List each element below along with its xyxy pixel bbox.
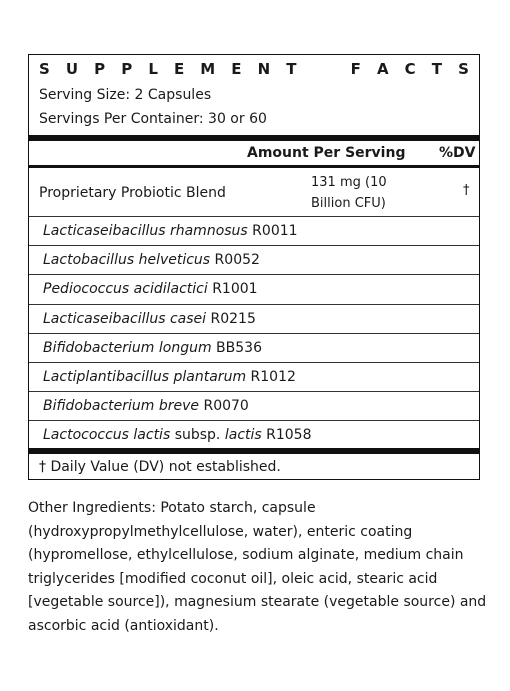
bottom-thick-divider xyxy=(29,448,479,454)
strain-row xyxy=(43,311,256,327)
title-gap xyxy=(313,60,335,78)
supplement-facts-panel xyxy=(28,54,480,480)
title-letter: E xyxy=(231,60,242,78)
title-letter: U xyxy=(65,60,79,78)
title-letter: A xyxy=(376,60,389,78)
title-letter: C xyxy=(404,60,416,78)
title-letter: L xyxy=(148,60,158,78)
column-header-row xyxy=(29,141,479,167)
row-divider xyxy=(29,362,479,363)
title-letter: P xyxy=(121,60,133,78)
strain-row xyxy=(43,340,262,356)
strain-species: Bifidobacterium breve xyxy=(43,398,200,415)
title-letter: T xyxy=(286,60,297,78)
row-divider xyxy=(29,274,479,275)
strain-code: R0052 xyxy=(210,252,260,269)
title-letter: T xyxy=(431,60,442,78)
blend-dv: † xyxy=(463,183,470,198)
title-letter: P xyxy=(94,60,106,78)
strain-code: R1058 xyxy=(261,427,312,444)
title-letter: M xyxy=(200,60,216,78)
strain-species: Lactobacillus helveticus xyxy=(43,252,211,269)
strain-species: Lacticaseibacillus rhamnosus xyxy=(43,223,248,239)
row-divider xyxy=(29,333,479,334)
blend-row xyxy=(29,171,479,216)
strain-code: R0070 xyxy=(199,398,249,415)
title-letter: S xyxy=(458,60,469,78)
title-letter: N xyxy=(257,60,271,78)
servings-per-container: Servings Per Container: 30 or 60 xyxy=(39,111,267,127)
strain-code: R1001 xyxy=(207,281,258,298)
panel-header xyxy=(29,55,479,135)
strain-subsp: subsp. xyxy=(170,427,225,444)
blend-name: Proprietary Probiotic Blend xyxy=(39,185,226,201)
row-divider xyxy=(29,245,479,246)
strain-code: BB536 xyxy=(211,339,262,356)
blend-amount-line1: 131 mg (10 xyxy=(311,175,387,190)
row-divider xyxy=(29,216,479,217)
dv-header: %DV xyxy=(439,145,476,161)
serving-size: Serving Size: 2 Capsules xyxy=(39,87,212,103)
amount-per-serving-header: Amount Per Serving xyxy=(247,145,406,161)
strain-row xyxy=(43,369,296,385)
footnote: † Daily Value (DV) not established. xyxy=(39,459,281,475)
strain-species: Lactiplantibacillus plantarum xyxy=(43,369,247,385)
strain-subspecies: lactis xyxy=(224,427,262,444)
row-divider xyxy=(29,420,479,421)
title-letter: F xyxy=(350,60,361,78)
strain-species: Lactococcus lactis xyxy=(43,427,171,444)
strain-code: R1012 xyxy=(246,369,296,385)
blend-amount xyxy=(311,172,411,214)
strain-species: Bifidobacterium longum xyxy=(43,339,212,356)
row-divider xyxy=(29,391,479,392)
row-divider xyxy=(29,304,479,305)
medium-divider xyxy=(29,165,479,168)
strain-row xyxy=(43,427,312,443)
other-ingredients: Other Ingredients: Potato starch, capsule (hydroxypropylmethylcellulose, water), enteric coating (hypromellose, ethylcellulose, sodium alginate, medium chain triglycerides [modified coconut oil], oleic acid, stearic acid [vegetable source]), magnesium stearate (vegetable source) and ascorbic acid (antioxidant). xyxy=(28,500,487,634)
strain-code: R0215 xyxy=(206,310,256,327)
strain-row xyxy=(43,223,298,239)
strain-code: R0011 xyxy=(247,223,298,239)
title-letter: E xyxy=(173,60,185,78)
title-letter: S xyxy=(39,60,50,78)
strain-row xyxy=(43,252,260,268)
panel-title xyxy=(39,60,469,78)
strain-species: Pediococcus acidilactici xyxy=(43,281,208,298)
strain-species: Lacticaseibacillus casei xyxy=(43,310,207,327)
strain-row xyxy=(43,398,249,414)
blend-amount-line2: Billion CFU) xyxy=(311,196,386,211)
strain-row xyxy=(43,281,258,297)
